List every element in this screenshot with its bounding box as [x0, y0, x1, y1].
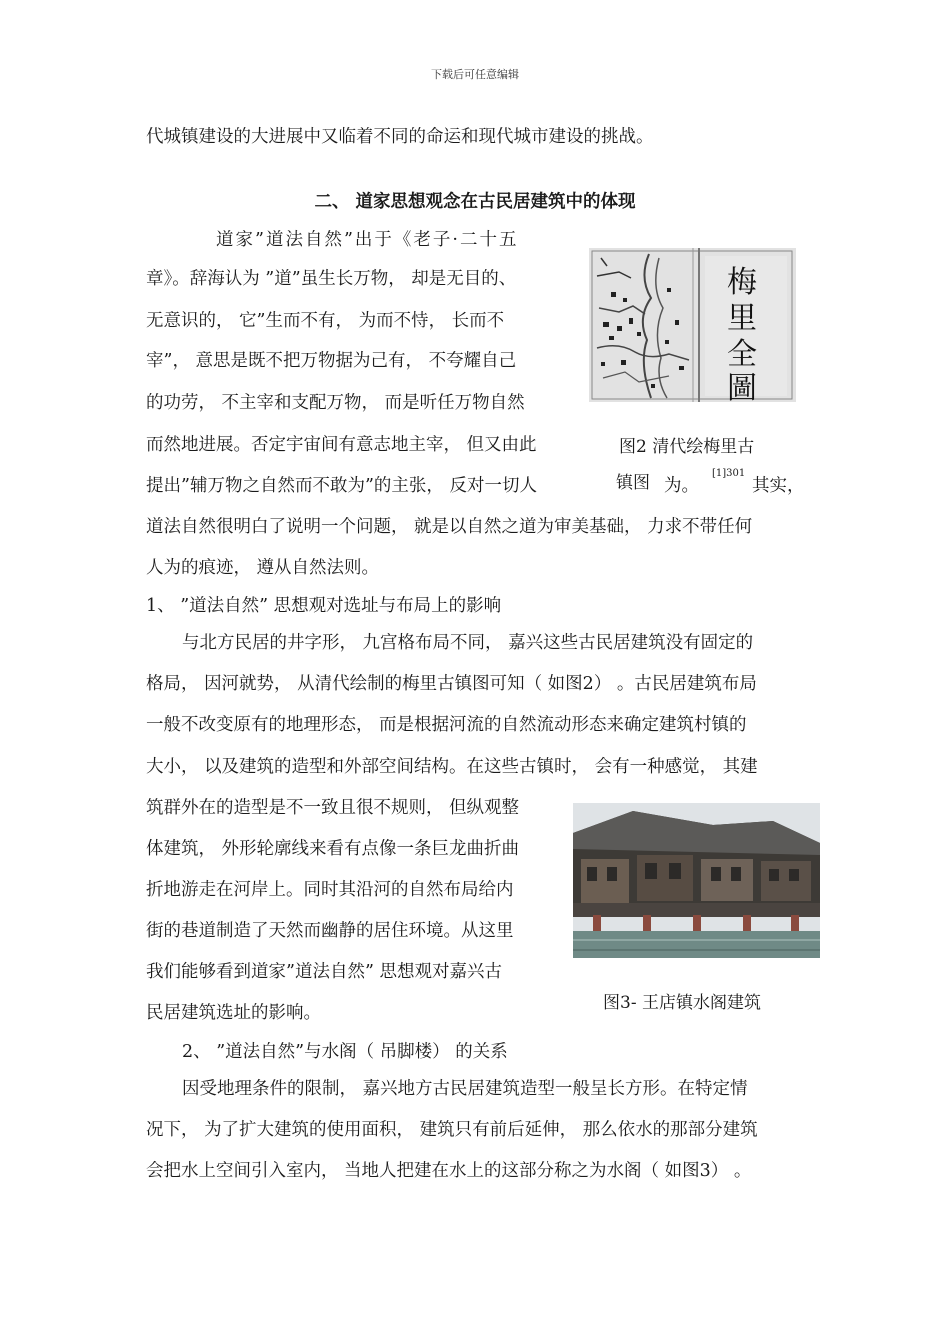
body-line: 人为的痕迹， 遵从自然法则。: [146, 558, 380, 578]
body-line: 我们能够看到道家”道法自然” 思想观对嘉兴古: [146, 962, 502, 982]
body-line: 而然地进展。否定宇宙间有意志地主宰， 但又由此: [146, 435, 537, 455]
meili-map-image: [589, 248, 796, 402]
body-line: 与北方民居的井字形， 九宫格布局不同， 嘉兴这些古民居建筑没有固定的: [182, 633, 754, 653]
body-line: 况下， 为了扩大建筑的使用面积， 建筑只有前后延伸， 那么依水的那部分建筑: [146, 1120, 758, 1140]
body-line: 折地游走在河岸上。同时其沿河的自然布局给内: [146, 880, 514, 900]
body-line: 道法自然很明白了说明一个问题， 就是以自然之道为审美基础， 力求不带任何: [146, 517, 753, 537]
body-line: 道家”道法自然”出于《老子·二十五: [216, 230, 519, 250]
body-line: 会把水上空间引入室内， 当地人把建在水上的这部分称之为水阁（ 如图3） 。: [146, 1161, 752, 1181]
map-title-char: 圖: [727, 371, 757, 402]
body-line: 因受地理条件的限制， 嘉兴地方古民居建筑造型一般呈长方形。在特定情: [182, 1079, 748, 1099]
subheading: 2、 ”道法自然”与水阁（ 吊脚楼） 的关系: [182, 1042, 508, 1062]
figure3-caption: 图3- 王店镇水阁建筑: [603, 993, 761, 1013]
body-line: 章》。辞海认为 ”道”虽生长万物， 却是无目的、: [146, 269, 517, 289]
page-header: 下载后可任意编辑: [431, 68, 519, 81]
citation: [1]301: [712, 468, 746, 479]
body-line: 无意识的， 它”生而不有， 为而不恃， 长而不: [146, 311, 505, 331]
body-line: 提出”辅万物之自然而不敢为”的主张， 反对一切人: [146, 476, 537, 496]
body-line: 大小， 以及建筑的造型和外部空间结构。在这些古镇时， 会有一种感觉， 其建: [146, 757, 758, 777]
map-title-char: 梅: [727, 265, 757, 300]
body-line: 为。: [664, 476, 699, 496]
body-line: 民居建筑选址的影响。: [146, 1003, 321, 1023]
body-line: 体建筑， 外形轮廓线来看有点像一条巨龙曲折曲: [146, 839, 520, 859]
water-pavilion-photo: [573, 803, 820, 958]
section-title: 二、 道家思想观念在古民居建筑中的体现: [314, 192, 636, 212]
body-line: 筑群外在的造型是不一致且很不规则， 但纵观整: [146, 798, 520, 818]
body-line: 的功劳， 不主宰和支配万物， 而是听任万物自然: [146, 393, 525, 413]
body-line: 一般不改变原有的地理形态， 而是根据河流的自然流动形态来确定建筑村镇的: [146, 715, 747, 735]
body-line: 格局， 因河就势， 从清代绘制的梅里古镇图可知（ 如图2） 。古民居建筑布局: [146, 674, 757, 694]
subheading: 1、 ”道法自然” 思想观对选址与布局上的影响: [146, 596, 502, 616]
body-line: 代城镇建设的大进展中又临着不同的命运和现代城市建设的挑战。: [146, 127, 654, 147]
body-line: 街的巷道制造了天然而幽静的居住环境。从这里: [146, 921, 514, 941]
map-title-char: 全: [727, 337, 757, 372]
map-title-char: 里: [727, 301, 757, 336]
figure2-caption-cont: 镇图: [616, 473, 650, 493]
body-line: 宰”， 意思是既不把万物据为己有， 不夸耀自己: [146, 351, 517, 371]
figure2-caption: 图2 清代绘梅里古: [619, 437, 755, 457]
body-line: 其实，: [752, 476, 805, 496]
